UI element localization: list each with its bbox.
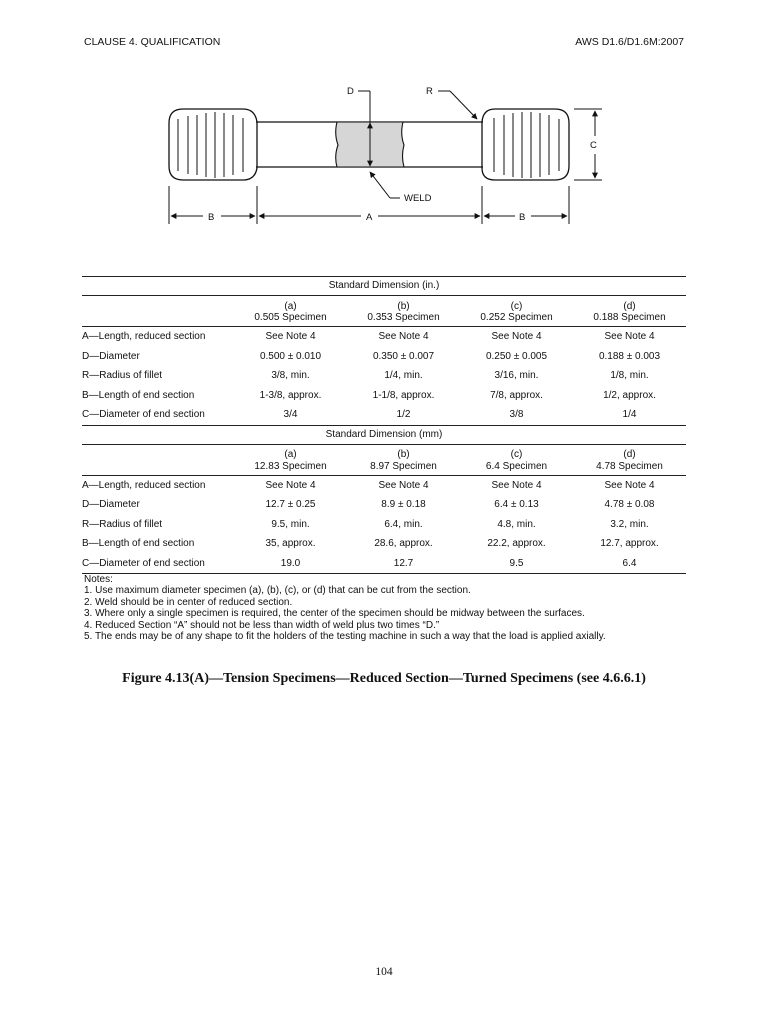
table-cell: 6.4 ± 0.13 [494, 499, 539, 510]
table-cell: See Note 4 [378, 479, 429, 491]
section-title-inch: Standard Dimension (in.) [82, 277, 686, 296]
column-header: (a) 12.83 Specimen [234, 444, 347, 475]
table-row [82, 475, 686, 495]
table-column-header-row [82, 444, 686, 475]
notes-block [84, 574, 694, 642]
table-row [82, 515, 686, 535]
column-header: (d) 4.78 Specimen [573, 444, 686, 475]
table-row [82, 554, 686, 574]
column-header: (d) 0.188 Specimen [573, 296, 686, 327]
table-cell: See Note 4 [491, 479, 542, 491]
label-a: A [366, 212, 373, 223]
dimension-c [574, 109, 602, 180]
table-cell: See Note 4 [604, 331, 655, 342]
note-item: 3. Where only a single specimen is required, the center of the specimen should be midway between the surfaces. [84, 608, 585, 620]
label-b-left: B [208, 212, 215, 223]
label-b-right: B [519, 212, 526, 223]
standard-dimension-table [82, 276, 686, 574]
figure-caption: Figure 4.13(A)—Tension Specimens—Reduced Section—Turned Specimens (see 4.6.6.1) [122, 671, 646, 686]
notes-heading: Notes: [84, 574, 113, 585]
table-cell: 3/4 [283, 409, 298, 420]
label-r: R [426, 86, 433, 97]
table-cell: 12.7 ± 0.25 [265, 499, 316, 510]
table-cell: 3/8 [509, 409, 524, 420]
table-cell: 3/16, min. [494, 370, 539, 381]
table-cell: 1/8, min. [610, 370, 649, 381]
row-label: R—Radius of fillet [82, 518, 163, 530]
table-cell: 12.7 [347, 554, 460, 574]
table-cell: 9.5 [460, 554, 573, 574]
table-cell: 19.0 [234, 554, 347, 574]
row-label: A—Length, reduced section [82, 479, 206, 491]
table-cell: 0.188 ± 0.003 [598, 350, 661, 362]
table-row [82, 534, 686, 554]
table-row [82, 347, 686, 367]
table-cell: 28.6, approx. [374, 538, 433, 549]
label-c: C [590, 140, 597, 151]
row-label: C—Diameter of end section [82, 409, 205, 420]
table-cell: 8.9 ± 0.18 [381, 499, 426, 510]
table-row [82, 405, 686, 425]
note-item: 5. The ends may be of any shape to fit the holders of the testing machine in such a way that the load is applied axially. [84, 631, 606, 643]
table-cell: See Note 4 [265, 479, 316, 491]
page-number: 104 [375, 966, 393, 978]
table-cell: 1/4 [622, 409, 637, 420]
dimension-r [438, 91, 477, 119]
row-label: B—Length of end section [82, 538, 195, 549]
tension-specimen-diagram [0, 0, 768, 270]
table-cell: 7/8, approx. [490, 389, 543, 401]
table-cell: 1/4, min. [384, 370, 423, 381]
table-cell: 1-1/8, approx. [372, 389, 435, 401]
table-cell: 1-3/8, approx. [259, 389, 322, 401]
section-title-mm: Standard Dimension (mm) [82, 425, 686, 444]
note-item: 2. Weld should be in center of reduced section. [84, 596, 293, 608]
table-cell: 4.78 ± 0.08 [604, 499, 655, 510]
table-cell: 35, approx. [265, 538, 316, 549]
running-header-standard: AWS D1.6/D1.6M:2007 [575, 36, 684, 48]
weld-pointer [370, 172, 400, 198]
running-header-clause: CLAUSE 4. QUALIFICATION [84, 36, 221, 48]
knurl-lines-left [178, 112, 243, 178]
table-column-header-row [82, 296, 686, 327]
label-weld: WELD [404, 193, 432, 204]
column-header: (b) 0.353 Specimen [347, 296, 460, 327]
table-cell: 3.2, min. [610, 518, 649, 530]
table-cell: 4.8, min. [497, 518, 536, 530]
note-item: 1. Use maximum diameter specimen (a), (b), (c), or (d) that can be cut from the section. [84, 585, 471, 597]
row-label: C—Diameter of end section [82, 554, 234, 574]
row-label: R—Radius of fillet [82, 370, 163, 381]
table-cell: 0.250 ± 0.005 [485, 350, 548, 362]
knurl-lines-right [494, 112, 559, 178]
column-header: (c) 0.252 Specimen [460, 296, 573, 327]
table-cell: 6.4, min. [384, 518, 423, 530]
table-cell: See Note 4 [604, 479, 655, 491]
row-label: D—Diameter [82, 499, 140, 510]
table-cell: 12.7, approx. [600, 538, 659, 549]
table-row [82, 327, 686, 347]
column-header: (c) 6.4 Specimen [460, 444, 573, 475]
table-cell: See Note 4 [491, 331, 542, 342]
row-label: B—Length of end section [82, 389, 195, 401]
label-d: D [347, 86, 354, 97]
table-cell: 0.500 ± 0.010 [259, 350, 322, 362]
table-cell: 9.5, min. [271, 518, 310, 530]
table-cell: See Note 4 [265, 331, 316, 342]
table-cell: 22.2, approx. [487, 538, 546, 549]
row-label: D—Diameter [82, 350, 140, 362]
table-row [82, 366, 686, 386]
note-item: 4. Reduced Section “A” should not be less than width of weld plus two times “D.” [84, 619, 440, 631]
table-section-header-mm [82, 425, 686, 444]
table-cell: 0.350 ± 0.007 [372, 350, 435, 362]
row-label: A—Length, reduced section [82, 331, 206, 342]
table-section-header-inch [82, 277, 686, 296]
table-row [82, 495, 686, 515]
table-cell: 1/2 [396, 409, 411, 420]
table-cell: 6.4 [573, 554, 686, 574]
table-cell: 1/2, approx. [603, 389, 656, 401]
column-header: (a) 0.505 Specimen [234, 296, 347, 327]
column-header: (b) 8.97 Specimen [347, 444, 460, 475]
table-cell: See Note 4 [378, 331, 429, 342]
table-cell: 3/8, min. [271, 370, 310, 381]
table-row [82, 386, 686, 406]
